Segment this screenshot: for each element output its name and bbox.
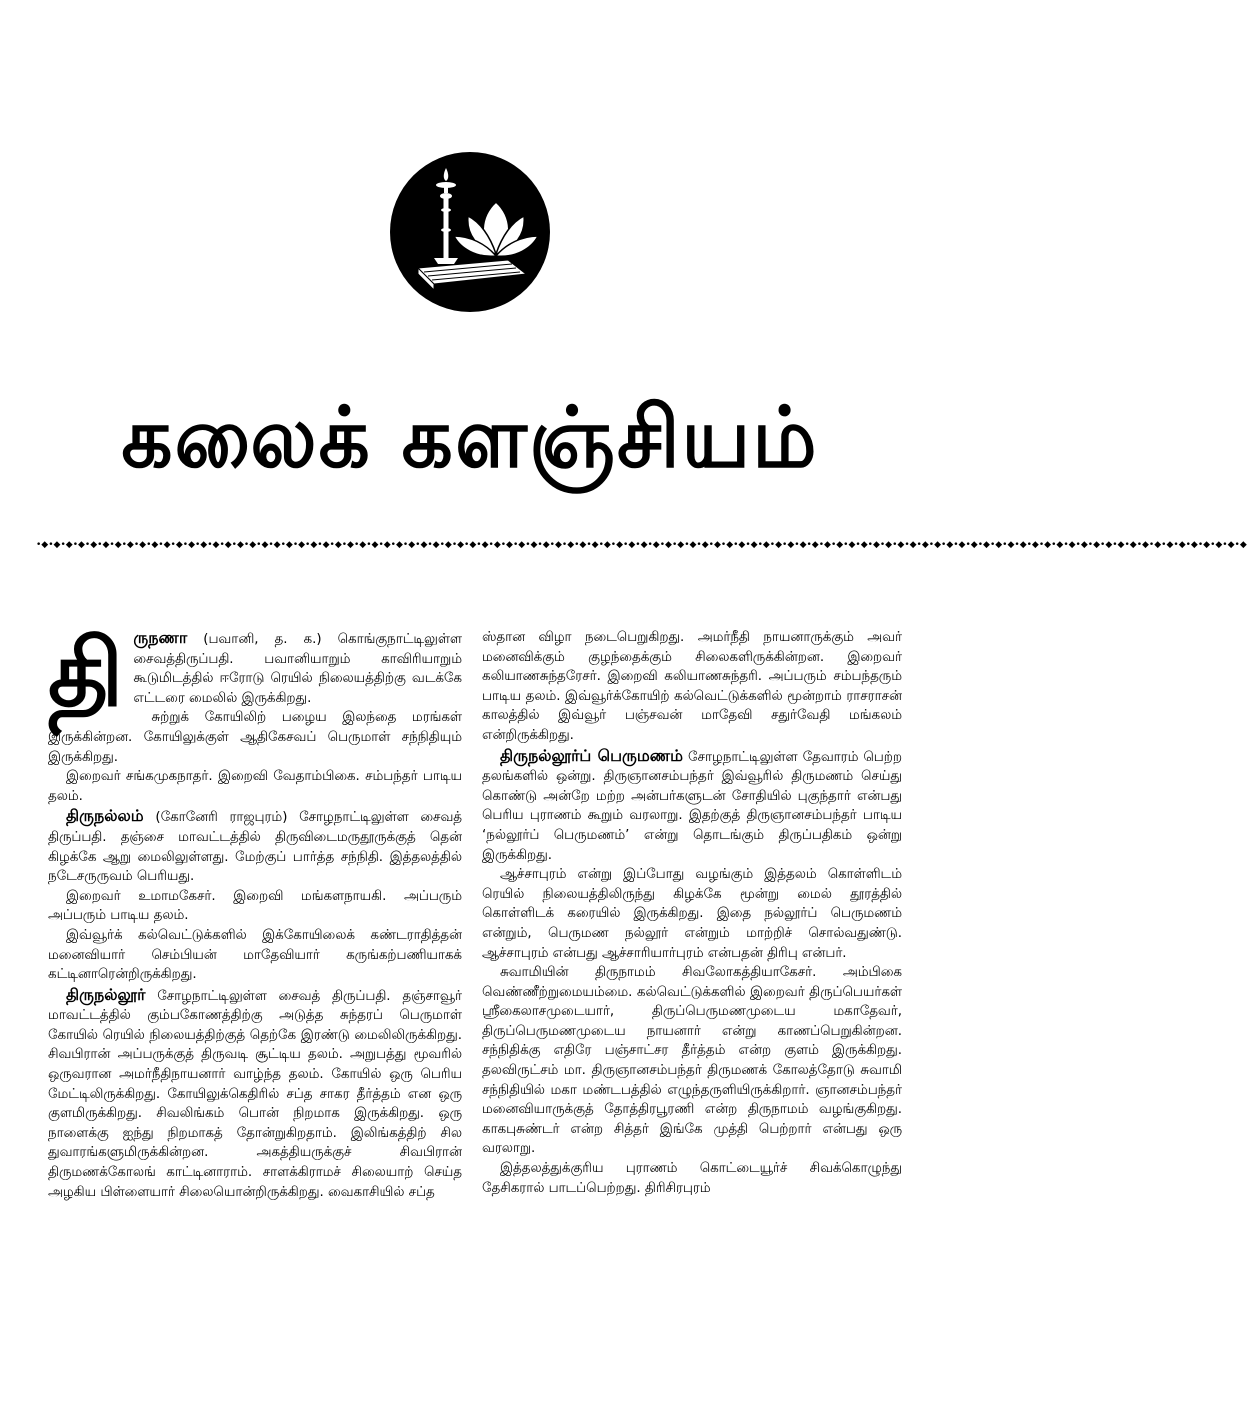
paragraph: ஆச்சாபுரம் என்று இப்போது வழங்கும் இத்தலம் கொள்ளிடம் ரெயில் நிலையத்திலிருந்து கிழக்கே மூன்று மைல் தூரத்தில் கொள்ளிடக் கரையில் இருக்கிறது. இதை நல்லூர்ப் பெருமணம் என்றும், பெருமண நல்லூர் என்றும் மாற்றிச் சொல்வதுண்டு. ஆச்சாபுரம் என்பது ஆச்சாரியார்புரம் என்பதன் திரிபு என்பர்.	[482, 867, 902, 961]
paragraph: இறைவர் உமாமகேசர். இறைவி மங்களநாயகி. அப்பரும் அப்பரும் பாடிய தலம்.	[48, 888, 462, 924]
paragraph: இவ்வூர்க் கல்வெட்டுக்களில் இக்கோயிலைக் கண்டராதித்தன் மனைவியார் செம்பியன் மாதேவியார் கருங்கற்பணியாகக் கட்டினாரென்றிருக்கிறது.	[48, 927, 462, 983]
left-column	[48, 620, 462, 1202]
entry-term: திருநல்லூர்ப் பெருமணம்	[500, 745, 683, 765]
lamp-and-lotus-emblem	[388, 150, 552, 314]
entry-text: (பவானி, த. க.) கொங்குநாட்டிலுள்ள சைவத்திருப்பதி. பவானியாறும் காவிரியாறும் கூடுமிடத்தில் ஈரோடு ரெயில் நிலையத்திற்கு வடக்கே எட்டரை மைலில் இருக்கிறது.	[133, 632, 462, 706]
entry-term: ருநணா	[133, 628, 188, 647]
paragraph: ஸ்தான விழா நடைபெறுகிறது. அமர்நீதி நாயனாருக்கும் அவர் மனைவிக்கும் குழந்தைக்கும் சிலைகளிருக்கின்றன. இறைவர் கலியாணசுந்தரேசர். இறைவி கலியாணசுந்தரி. அப்பரும் சம்பந்தரும் பாடிய தலம். இவ்வூர்க்கோயிற் கல்வெட்டுக்களில் மூன்றாம் ராசராசன் காலத்தில் இவ்வூர் பஞ்சவன் மாதேவி சதுர்வேதி மங்கலம் என்றிருக்கிறது.	[482, 630, 902, 743]
entry-term: திருநல்லூர்	[66, 984, 146, 1004]
entry-text: சோழநாட்டிலுள்ள சைவத் திருப்பதி. தஞ்சாவூர் மாவட்டத்தில் கும்பகோணத்திற்கு அடுத்த சுந்தரப் பெருமாள் கோயில் ரெயில் நிலையத்திற்குத் தெற்கே இரண்டு மைலிலிருக்கிறது. சிவபிரான் அப்பருக்குத் திருவடி சூட்டிய தலம். அறுபத்து மூவரில் ஒருவரான அமர்நீதிநாயனார் வாழ்ந்த தலம். கோயில் ஒரு பெரிய மேட்டிலிருக்கிறது. கோயிலுக்கெதிரில் சப்த சாகர தீர்த்தம் என ஒரு குளமிருக்கிறது. சிவலிங்கம் பொன் நிறமாக இருக்கிறது. ஒரு நாளைக்கு ஐந்து நிறமாகத் தோன்றுகிறதாம். இலிங்கத்திற் சில துவாரங்களுமிருக்கின்றன. அகத்தியருக்குச் சிவபிரான் திருமணக்கோலங் காட்டினாராம். சாளக்கிராமச் சிலையாற் செய்த அழகிய பிள்ளையார் சிலையொன்றிருக்கிறது. வைகாசியில் சப்த	[48, 988, 462, 1200]
entry-tirunallur	[48, 985, 462, 1203]
entry-tirunallam	[48, 806, 462, 886]
entry-tirunallur-perumanam	[482, 746, 902, 866]
entry-text: சோழநாட்டிலுள்ள தேவாரம் பெற்ற தலங்களில் ஒன்று. திருஞானசம்பந்தர் இவ்வூரில் திருமணம் செய்து கொண்டு அன்றே மற்ற அன்பர்களுடன் சோதியில் புகுந்தார் என்பது பெரிய புராணம் கூறும் வரலாறு. இதற்குத் திருஞானசம்பந்தர் பாடிய ‘நல்லூர்ப் பெருமணம்’ என்று தொடங்கும் திருப்பதிகம் ஒன்று இருக்கிறது.	[482, 749, 903, 863]
paragraph: இறைவர் சங்கமுகநாதர். இறைவி வேதாம்பிகை. சம்பந்தர் பாடிய தலம்.	[48, 769, 462, 804]
paragraph: சுற்றுக் கோயிலிற் பழைய இலந்தை மரங்கள் இருக்கின்றன. கோயிலுக்குள் ஆதிகேசவப் பெருமாள் சந்நிதியும் இருக்கிறது.	[48, 710, 462, 765]
dropcap: தி	[48, 620, 124, 727]
decorative-divider: •◆•◆•◆•◆•◆•◆•◆•◆•◆•◆•◆•◆•◆•◆•◆•◆•◆•◆•◆•◆•◆•◆•◆•◆•◆•◆•◆•◆•◆•◆•◆•◆•◆•◆•◆•◆•◆•◆•◆•◆•◆•◆•◆•◆•◆•◆•◆•◆•◆•◆•◆•◆•◆•◆•◆•◆•◆•◆•◆•◆•◆•◆•◆•◆•◆•◆•◆•◆•◆•◆•◆•◆•◆•◆•◆•◆•◆•◆•◆•◆•◆•◆•◆•◆•◆•◆•◆•◆•◆•◆•◆•◆•◆•◆•◆•◆•◆•◆•◆	[36, 540, 1247, 550]
entry-term: திருநல்லம்	[66, 806, 144, 826]
paragraph: சுவாமியின் திருநாமம் சிவலோகத்தியாகேசர். அம்பிகை வெண்ணீற்றுமையம்மை. கல்வெட்டுக்களில் இறைவர் திருப்பெயர்கள் ஸ்ரீகைலாசமுடையார், திருப்பெருமணமுடைய மகாதேவர், திருப்பெருமணமுடைய நாயனார் என்று காணப்பெறுகின்றன. சந்நிதிக்கு எதிரே பஞ்சாட்சர தீர்த்தம் என்ற குளம் இருக்கிறது. தலவிருட்சம் மா. திருஞானசம்பந்தர் திருமணக் கோலத்தோடு சுவாமி சந்நிதியில் மகா மண்டபத்தில் எழுந்தருளியிருக்கிறார். ஞானசம்பந்தர் மனைவியாருக்குத் தோத்திரபூரணி என்ற திருநாமம் வழங்குகிறது. காகபுசுண்டர் என்ற சித்தர் இங்கே முத்தி பெற்றார் என்பது ஒரு வரலாறு.	[482, 965, 902, 1157]
paragraph: இத்தலத்துக்குரிய புராணம் கொட்டையூர்ச் சிவக்கொழுந்து தேசிகரால் பாடப்பெற்றது. திரிசிரபுரம்	[482, 1161, 902, 1196]
page-title: கலைக் களஞ்சியம்	[121, 388, 819, 487]
right-column	[482, 628, 902, 1198]
entry-text: (கோனேரி ராஜபுரம்) சோழநாட்டிலுள்ள சைவத் திருப்பதி. தஞ்சை மாவட்டத்தில் திருவிடைமருதூருக்குத் தென் கிழக்கே ஆறு மைலிலுள்ளது. மேற்குப் பார்த்த சந்நிதி. இத்தலத்தில் நடேசருருவம் பெரியது.	[48, 810, 462, 885]
